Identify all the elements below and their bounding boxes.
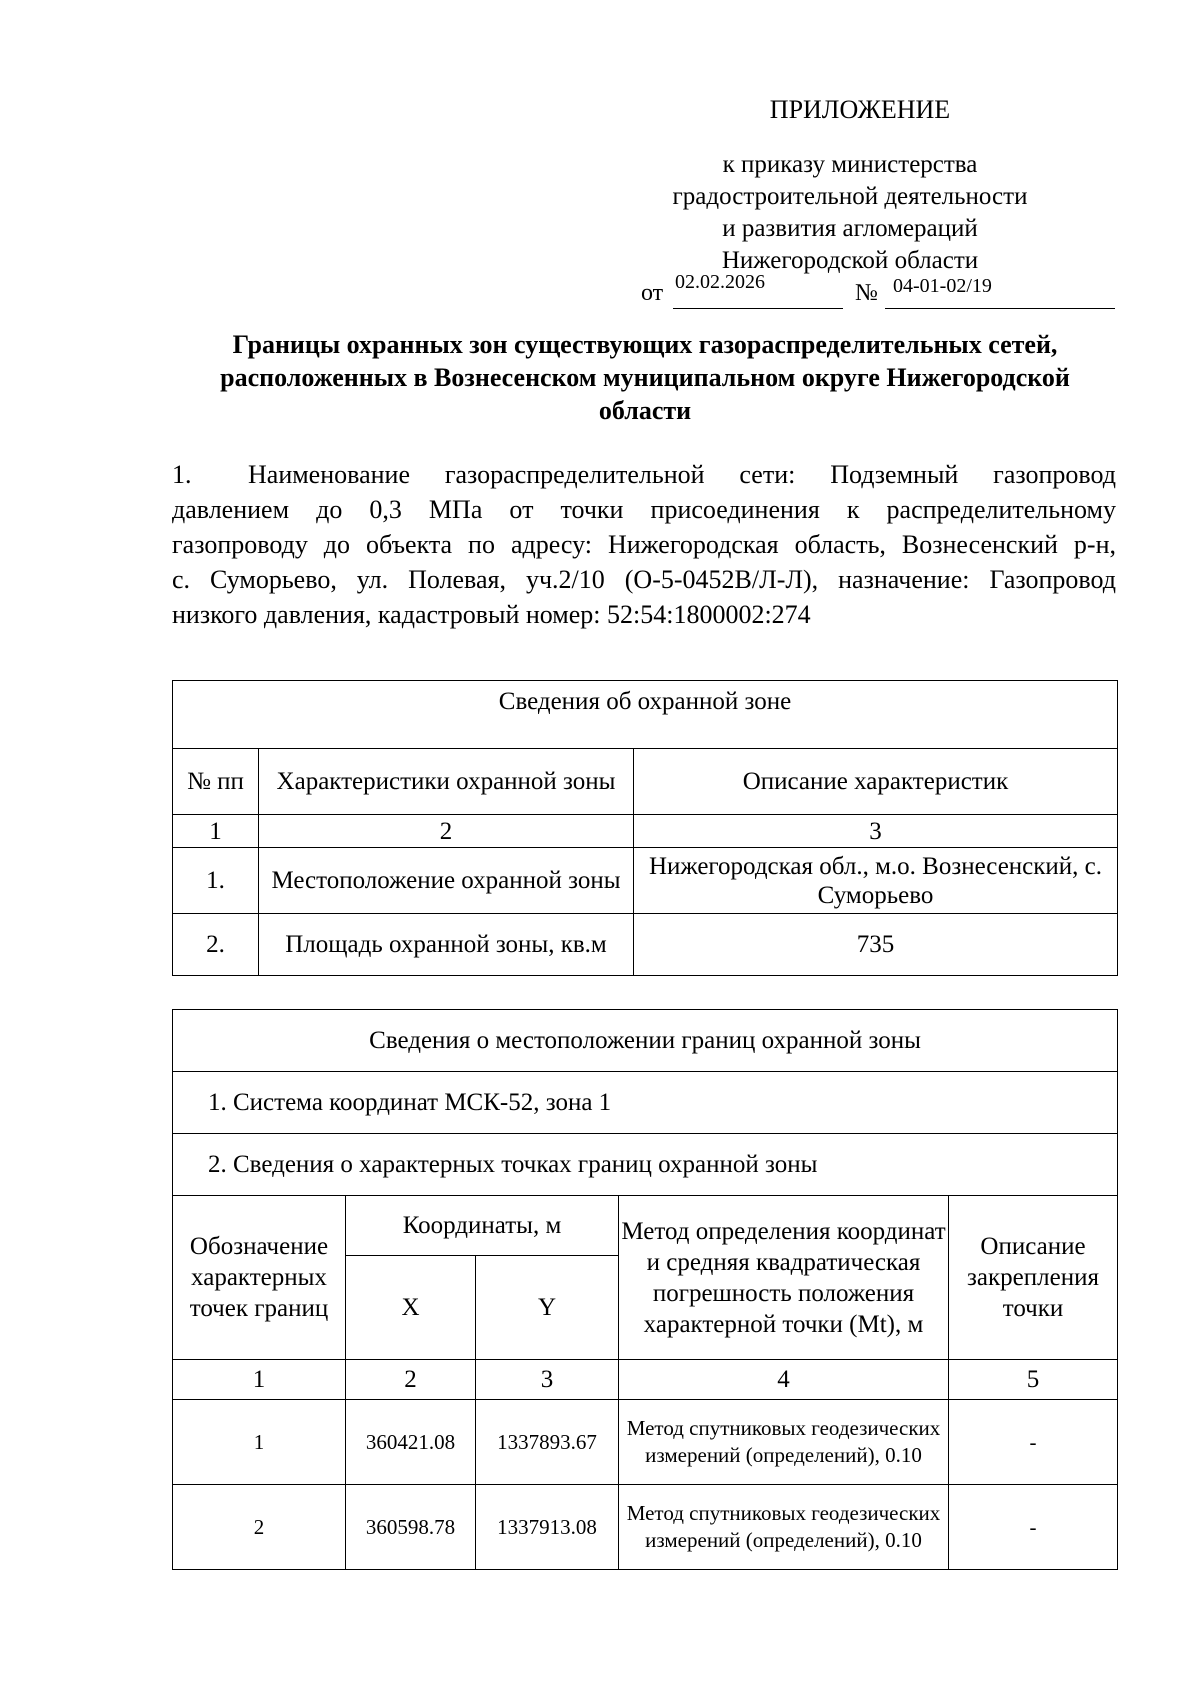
table-row	[173, 1400, 1118, 1485]
point-y: 1337913.08	[476, 1485, 619, 1570]
appendix-line-1: к приказу министерства	[722, 151, 978, 178]
points-column-number: 2	[346, 1360, 476, 1400]
points-heading: 2. Сведения о характерных точках границ охранной зоны	[173, 1134, 1118, 1196]
boundary-table	[172, 1009, 1118, 1570]
table-row	[173, 1485, 1118, 1570]
zone-row-num: 2.	[173, 914, 259, 976]
header-fixing-description: Описание закрепления точки	[949, 1196, 1118, 1360]
date-underline	[673, 308, 843, 309]
point-fixing: -	[949, 1400, 1118, 1485]
number-label: №	[855, 280, 878, 306]
zone-header-num: № пп	[173, 749, 259, 815]
appendix-line-4: Нижегородской области	[721, 247, 979, 274]
point-method: Метод спутниковых геодезических измерений (определений), 0.10	[619, 1485, 949, 1570]
zone-row-num: 1.	[173, 848, 259, 914]
appendix-line-2: градостроительной деятельности	[672, 183, 1028, 210]
header-coordinates: Координаты, м	[346, 1196, 619, 1256]
appendix-line-3: и развития агломераций	[722, 215, 978, 242]
paragraph-line-4: с. Суморьево, ул. Полевая, уч.2/10 (О-5-0452В/Л-Л), назначение: Газопровод	[172, 565, 1116, 594]
point-x: 360598.78	[346, 1485, 476, 1570]
points-column-number: 5	[949, 1360, 1118, 1400]
point-designation: 2	[173, 1485, 346, 1570]
document-title-line-3: области	[598, 396, 692, 425]
header-x: X	[346, 1256, 476, 1360]
zone-header-characteristic: Характеристики охранной зоны	[259, 749, 634, 815]
document-title-line-2: расположенных в Вознесенском муниципальном округе Нижегородской	[220, 363, 1070, 392]
order-number: 04-01-02/19	[893, 275, 992, 297]
document-title-line-1: Границы охранных зон существующих газораспределительных сетей,	[232, 330, 1058, 359]
point-designation: 1	[173, 1400, 346, 1485]
paragraph-line-1-text: Наименование газораспределительной сети: Подземный газопровод	[248, 460, 1116, 489]
point-method: Метод спутниковых геодезических измерений (определений), 0.10	[619, 1400, 949, 1485]
paragraph-line-3: газопроводу до объекта по адресу: Нижегородская область, Вознесенский р-н,	[172, 530, 1116, 559]
zone-row-characteristic: Местоположение охранной зоны	[259, 848, 634, 914]
order-date: 02.02.2026	[675, 271, 765, 293]
zone-column-number: 1	[173, 815, 259, 848]
boundary-table-heading: Сведения о местоположении границ охранной зоны	[173, 1010, 1118, 1072]
zone-info-table	[172, 680, 1118, 976]
zone-column-number: 2	[259, 815, 634, 848]
point-x: 360421.08	[346, 1400, 476, 1485]
point-fixing: -	[949, 1485, 1118, 1570]
table-row	[173, 848, 1118, 914]
date-label: от	[641, 280, 664, 306]
zone-table-heading: Сведения об охранной зоне	[173, 681, 1118, 749]
paragraph-line-5: низкого давления, кадастровый номер: 52:54:1800002:274	[172, 600, 811, 629]
coordinate-system: 1. Система координат МСК-52, зона 1	[173, 1072, 1118, 1134]
header-method: Метод определения координат и средняя квадратическая погрешность положения характерной точки (Mt), м	[619, 1196, 949, 1360]
paragraph-line-2: давлением до 0,3 МПа от точки присоединения к распределительному	[172, 495, 1116, 524]
zone-header-description: Описание характеристик	[634, 749, 1118, 815]
points-column-number: 4	[619, 1360, 949, 1400]
point-y: 1337893.67	[476, 1400, 619, 1485]
number-underline	[885, 308, 1115, 309]
zone-column-number: 3	[634, 815, 1118, 848]
paragraph-line-1	[172, 458, 1116, 492]
header-y: Y	[476, 1256, 619, 1360]
paragraph-number: 1.	[172, 460, 192, 489]
appendix-title: ПРИЛОЖЕНИЕ	[769, 95, 951, 124]
document-title	[172, 328, 1118, 427]
points-column-number: 3	[476, 1360, 619, 1400]
points-column-number: 1	[173, 1360, 346, 1400]
zone-row-characteristic: Площадь охранной зоны, кв.м	[259, 914, 634, 976]
header-designation: Обозначение характерных точек границ	[173, 1196, 346, 1360]
zone-row-description: 735	[634, 914, 1118, 976]
zone-row-description: Нижегородская обл., м.о. Вознесенский, с. Суморьево	[634, 848, 1118, 914]
table-row	[173, 914, 1118, 976]
